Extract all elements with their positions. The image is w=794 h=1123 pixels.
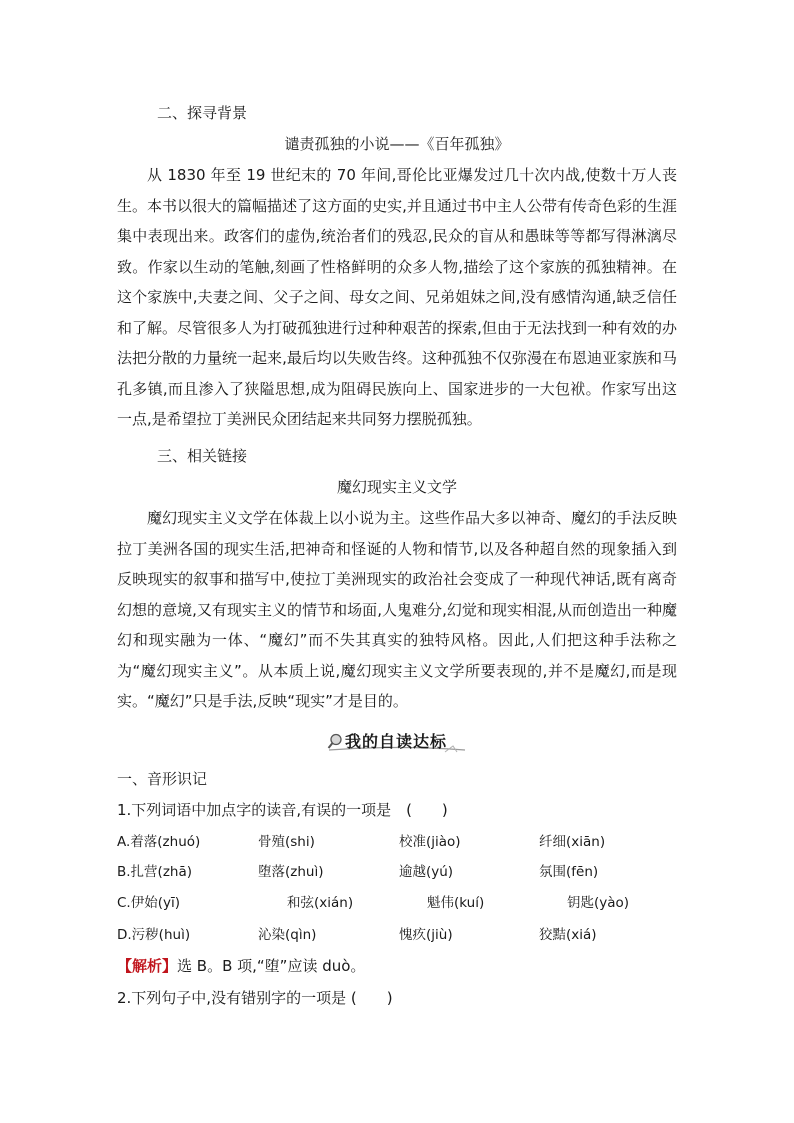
analysis-text: 选 B。B 项,“堕”应读 duò。 xyxy=(177,957,366,975)
q1-option-c: C.伊始(yī) xyxy=(117,895,180,911)
magnifier-icon xyxy=(327,733,343,751)
q1-option-b-word4: 氛围(fēn) xyxy=(539,864,599,880)
article-title-magic-realism: 魔幻现实主义文学 xyxy=(336,478,457,496)
q1-option-b-word3: 逾越(yú) xyxy=(399,864,454,880)
article-title-solitude: 谴责孤独的小说——《百年孤独》 xyxy=(284,135,510,153)
paragraph-magic-realism: 魔幻现实主义文学在体裁上以小说为主。这些作品大多以神奇、魔幻的手法反映拉丁美洲各国的现实生活,把神奇和怪诞的人物和情节,以及各种超自然的现象插入到反映现实的叙事和描写中,使拉丁美洲现实的政治社会变成了一种现代神话,既有离奇幻想的意境,又有现实主义的情节和场面,人鬼难分,幻觉和现实相混,从而创造出一种魔幻和现实融为一体、“魔幻”而不失其真实的独特风格。因此,人们把这种手法称之为“魔幻现实主义”。从本质上说,魔幻现实主义文学所要表现的,并不是魔幻,而是现实。“魔幻”只是手法,反映“现实”才是目的。 xyxy=(117,509,677,710)
q1-option-c-word4: 钥匙(yào) xyxy=(567,895,630,911)
analysis-label: 【解析】 xyxy=(117,957,178,975)
section-heading-links: 三、相关链接 xyxy=(157,447,248,465)
paragraph-background: 从 1830 年至 19 世纪末的 70 年间,哥伦比亚爆发过几十次内战,使数十万人丧生。本书以很大的篇幅描述了这方面的史实,并且通过书中主人公带有传奇色彩的生涯集中表现出来。政客们的虚伪,统治者们的残忍,民众的盲从和愚昧等等都写得淋漓尽致。作家以生动的笔触,刻画了性格鲜明的众多人物,描绘了这个家族的孤独精神。在这个家族中,夫妻之间、父子之间、母女之间、兄弟姐妹之间,没有感情沟通,缺乏信任和了解。尽管很多人为打破孤独进行过种种艰苦的探索,但由于无法找到一种有效的办法把分散的力量统一起来,最后均以失败告终。这种孤独不仅弥漫在布恩迪亚家族和马孔多镇,而且渗入了狭隘思想,成为阻碍民族向上、国家进步的一大包袱。作家写出这一点,是希望拉丁美洲民众团结起来共同努力摆脱孤独。 xyxy=(117,166,677,428)
q1-option-b-word2: 堕落(zhuì) xyxy=(258,864,324,880)
question-1-stem: 1.下列词语中加点字的读音,有误的一项是 ( ) xyxy=(117,801,448,819)
q1-option-d-word4: 狡黠(xiá) xyxy=(539,927,597,943)
q1-option-d: D.污秽(huì) xyxy=(117,927,191,943)
q1-option-a-word3: 校准(jiào) xyxy=(399,834,461,850)
banner-title: 我的自读达标 xyxy=(345,732,448,751)
q1-option-d-word2: 沁染(qìn) xyxy=(258,927,317,943)
q1-option-c-word3: 魁伟(kuí) xyxy=(427,895,485,911)
q1-analysis xyxy=(117,956,365,976)
q1-option-a-word4: 纤细(xiān) xyxy=(539,834,606,850)
q1-option-a: A.着落(zhuó) xyxy=(117,834,201,850)
part-heading-pronunciation: 一、音形识记 xyxy=(117,770,208,788)
q1-option-c-word2: 和弦(xián) xyxy=(287,895,354,911)
self-study-banner xyxy=(327,731,467,753)
section-heading-background: 二、探寻背景 xyxy=(157,104,248,122)
q1-option-d-word3: 愧疚(jiù) xyxy=(399,927,453,943)
q1-option-b: B.扎营(zhā) xyxy=(117,864,193,880)
q1-option-a-word2: 骨殖(shi) xyxy=(258,834,315,850)
question-2-stem: 2.下列句子中,没有错别字的一项是 ( ) xyxy=(117,989,393,1007)
